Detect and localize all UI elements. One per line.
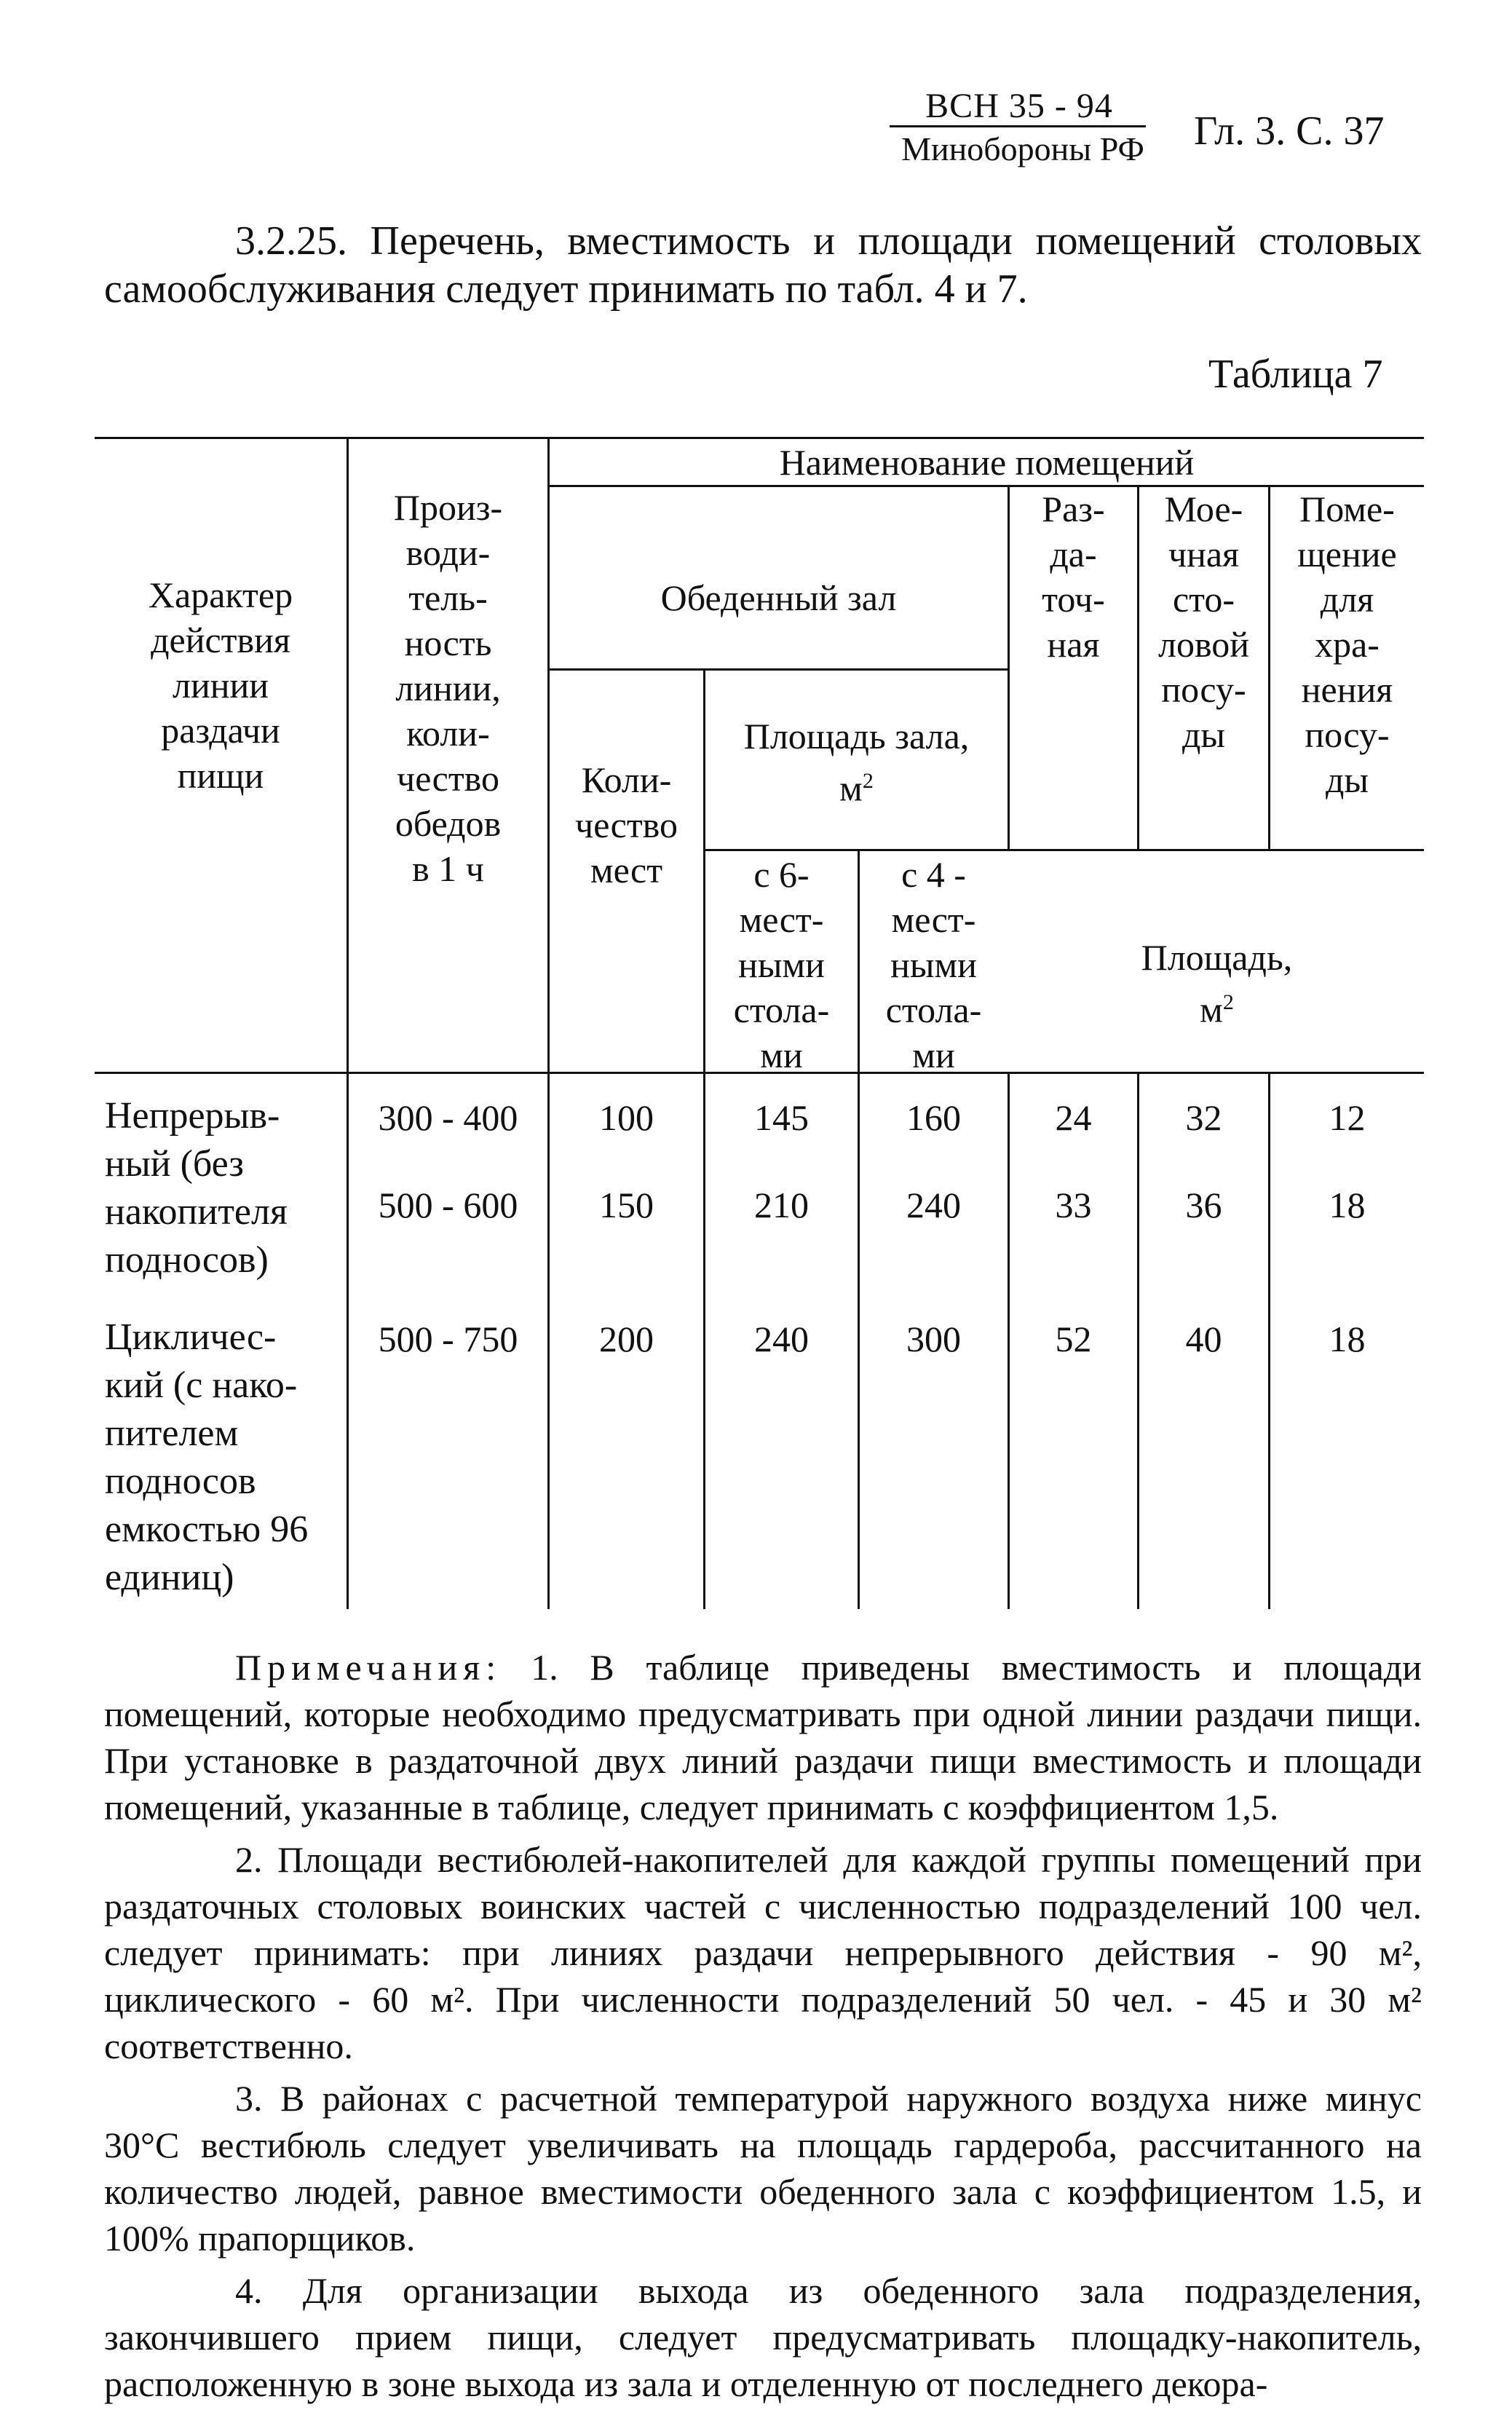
header-line: Площадь, (1141, 937, 1293, 978)
header-washing (1139, 486, 1268, 757)
table-cell: 32 (1185, 1097, 1222, 1138)
header-line: мест- (891, 899, 976, 940)
header-line: Характер (148, 574, 293, 615)
table-cell: 300 - 400 (378, 1097, 518, 1138)
table-cell: 12 (1329, 1097, 1366, 1138)
header-four-seat (860, 852, 1008, 1078)
header-line: действия (151, 620, 290, 660)
header-hall-area (705, 714, 1008, 811)
header-line: Мое- (1164, 489, 1243, 529)
header-line: ды (1182, 714, 1226, 755)
header-line: щение (1297, 534, 1397, 574)
label-line: Непрерыв- (105, 1095, 280, 1137)
row-group-label (105, 1092, 345, 1284)
header-line: посу- (1305, 714, 1390, 755)
header-line: пищи (177, 755, 264, 796)
unit-text: м (1200, 989, 1223, 1030)
note-1 (104, 1644, 1422, 1830)
header-line: ми (760, 1035, 803, 1075)
label-line: подносов (105, 1461, 256, 1502)
header-line: с 4 - (901, 854, 966, 895)
table-cell: 52 (1055, 1319, 1092, 1359)
header-line: для (1320, 579, 1374, 620)
header-storage (1270, 486, 1424, 802)
table-cell: 33 (1055, 1185, 1092, 1225)
header-line: ная (1047, 624, 1100, 665)
table-cell: 145 (754, 1097, 809, 1138)
chapter-page-ref: Гл. 3. С. 37 (1194, 108, 1385, 154)
rooms-table (95, 437, 1424, 1616)
label-line: подносов) (105, 1239, 269, 1281)
label-line: накопителя (105, 1191, 288, 1233)
header-line: да- (1050, 534, 1097, 574)
table-cell: 24 (1055, 1097, 1092, 1138)
table-cell: 240 (754, 1319, 809, 1359)
header-line: ды (1325, 759, 1369, 800)
standard-code: ВСН 35 - 94 (925, 87, 1113, 125)
label-line: кий (с нако- (105, 1364, 298, 1406)
header-line: коли- (406, 713, 490, 754)
header-line: сто- (1172, 579, 1235, 620)
header-line: линии, (395, 668, 501, 708)
header-line: стола- (733, 989, 830, 1030)
header-line: точ- (1042, 579, 1105, 620)
header-line: Произ- (393, 487, 503, 528)
table-cell: 36 (1185, 1185, 1222, 1225)
ministry-name: Минобороны РФ (901, 130, 1144, 167)
header-line: раздачи (161, 710, 280, 751)
note-2: 2. Площади вестибюлей-накопителей для каждой группы помещений при раздаточных столовых воинских частей с численностью подразделений 100 чел. следует принимать: при линиях раздачи непрерывного действия - 90 м², циклического - 60 м². При численности подразделений 50 чел. - 45 и 30 м² соответственно. (104, 1839, 1422, 2066)
header-line: мест (590, 850, 663, 890)
unit-text: м (839, 767, 863, 809)
label-line: ный (без (105, 1143, 244, 1185)
table-cell: 500 - 600 (378, 1185, 518, 1225)
header-line: ными (738, 944, 825, 985)
table-cell: 300 (906, 1319, 961, 1359)
note-3: 3. В районах с расчетной температурой наружного воздуха ниже минус 30°С вестибюль следует увеличивать на площадь гардероба, рассчитанного на количество людей, равное вместимости обеденного зала с коэффициентом 1.5, и 100% прапорщиков. (104, 2078, 1422, 2259)
header-line: $м^2$ (1200, 989, 1234, 1030)
table-cell: 18 (1329, 1319, 1366, 1359)
header-line: води- (405, 532, 491, 573)
header-six-seat (705, 852, 858, 1078)
table-cell: 18 (1329, 1185, 1366, 1225)
header-capacity (349, 485, 547, 891)
header-line: посу- (1161, 669, 1246, 710)
header-line: Поме- (1299, 489, 1395, 529)
header-line: ными (890, 944, 977, 985)
table-cell: 100 (599, 1097, 654, 1138)
table-cell: 210 (754, 1185, 809, 1225)
table-top-rule (95, 437, 1424, 439)
header-line: хра- (1315, 624, 1380, 665)
table-cell: 240 (906, 1185, 961, 1225)
label-line: единиц) (105, 1557, 234, 1598)
header-line: чество (575, 805, 678, 845)
header-rooms: Наименование помещений (779, 442, 1195, 483)
row-group-label (105, 1313, 345, 1602)
header-line: в 1 ч (412, 848, 484, 889)
header-line: $м^2$ (839, 767, 874, 809)
table-cell: 200 (599, 1319, 654, 1359)
header-line: мест- (739, 899, 824, 940)
table-cell: 40 (1185, 1319, 1222, 1359)
notes-title: Примечания: (235, 1647, 502, 1688)
label-line: Цикличес- (105, 1316, 277, 1358)
header-seats (550, 757, 703, 893)
header-divider (890, 125, 1146, 127)
header-line: Коли- (581, 759, 672, 800)
table-cell: 160 (906, 1097, 961, 1138)
notes-section (104, 1644, 1422, 2413)
table-label: Таблица 7 (1208, 352, 1383, 397)
label-line: пителем (105, 1412, 239, 1454)
header-line: Площадь зала, (743, 716, 970, 756)
header-serving (1010, 486, 1137, 667)
header-line: тель- (408, 577, 488, 618)
header-line: с 6- (753, 854, 810, 895)
note-4: 4. Для организации выхода из обеденного зала подразделения, закончившего прием пищи, следует предусматривать площадку-накопитель, расположенную в зоне выхода из зала и отделенную от последнего декора- (104, 2270, 1422, 2404)
header-line: обедов (395, 803, 502, 844)
note-1-text: 1. В таблице приведены вместимость и площади помещений, которые необходимо предусматривать при одной линии раздачи пищи. При установке в раздаточной двух линий раздачи пищи вместимость и площади помещений, указанные в таблице, следует принимать с коэффициентом 1,5. (104, 1647, 1422, 1828)
header-line: чная (1168, 534, 1240, 574)
hall-rule (547, 668, 1008, 671)
header-line: ность (404, 623, 492, 663)
header-line: ми (912, 1035, 955, 1075)
table-cell: 150 (599, 1185, 654, 1225)
header-line: Раз- (1042, 489, 1105, 529)
label-line: емкостью 96 (105, 1509, 309, 1550)
header-hall: Обеденный зал (660, 577, 897, 618)
header-character (95, 572, 347, 798)
intro-paragraph: 3.2.25. Перечень, вместимость и площади помещений столовых самообслуживания следует принимать по табл. 4 и 7. (104, 218, 1422, 312)
header-line: линии (173, 665, 269, 706)
header-area (1010, 935, 1424, 1032)
table-cell: 500 - 750 (378, 1319, 518, 1359)
header-line: стола- (885, 989, 982, 1030)
header-line: нения (1301, 669, 1393, 710)
hall-area-rule (703, 849, 1424, 851)
header-line: ловой (1158, 624, 1249, 665)
header-line: чество (397, 758, 499, 799)
